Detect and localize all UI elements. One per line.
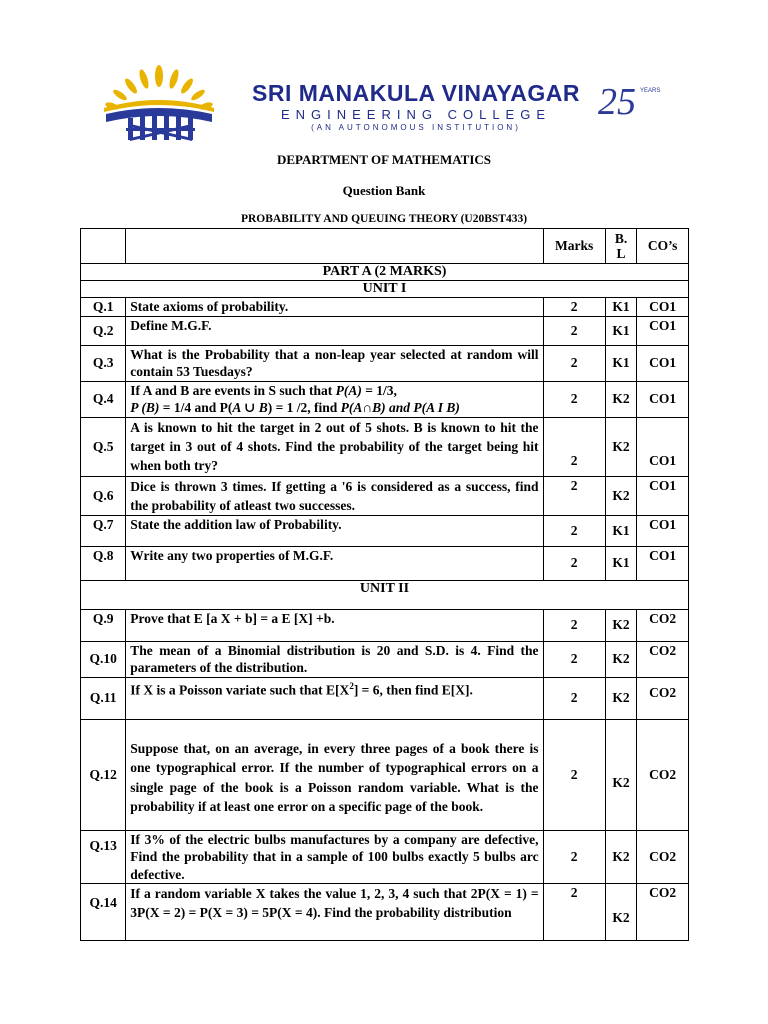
question-co: CO1 [637, 515, 689, 546]
question-text: Dice is thrown 3 times. If getting a '6 is considered as a success, find the probability of atleast two successes. [126, 476, 543, 515]
question-bl: K1 [605, 345, 637, 381]
table-header-row [81, 229, 689, 264]
table-row [81, 316, 689, 345]
table-row [81, 417, 689, 476]
table-row [81, 719, 689, 830]
question-text: Suppose that, on an average, in every three pages of a book there is one typographical error. If the number of typographical errors on a single page of the book is a Poisson random variable. What is the probability if at least one error on a specific page of the book. [126, 719, 543, 830]
q4-text-e: A ∪ B [232, 400, 268, 415]
question-co: CO2 [637, 830, 689, 884]
question-co: CO1 [637, 546, 689, 580]
question-bl: K2 [605, 884, 637, 941]
table-row [81, 609, 689, 641]
table-row [81, 884, 689, 941]
table-row [81, 546, 689, 580]
question-marks: 2 [543, 298, 605, 317]
question-number: Q.6 [81, 476, 126, 515]
question-text: Write any two properties of M.G.F. [126, 546, 543, 580]
question-co: CO1 [637, 345, 689, 381]
question-marks: 2 [543, 884, 605, 941]
question-number: Q.4 [81, 381, 126, 417]
question-number: Q.1 [81, 298, 126, 317]
part-heading: PART A (2 MARKS) [81, 264, 689, 281]
question-co: CO2 [637, 609, 689, 641]
question-text: What is the Probability that a non-leap year selected at random will contain 53 Tuesdays? [126, 345, 543, 381]
col-bl: B. L [605, 229, 637, 264]
question-marks: 2 [543, 417, 605, 476]
table-row [81, 345, 689, 381]
question-marks: 2 [543, 476, 605, 515]
q4-text-f: ) = 1 /2, find [267, 400, 341, 415]
anniversary-number: 25 [598, 81, 636, 123]
anniversary-label: YEARS [640, 88, 661, 94]
question-marks: 2 [543, 609, 605, 641]
question-marks: 2 [543, 677, 605, 719]
question-bl: K1 [605, 546, 637, 580]
table-row [81, 381, 689, 417]
question-marks: 2 [543, 546, 605, 580]
table-row [81, 641, 689, 677]
table-row [81, 476, 689, 515]
table-row [81, 677, 689, 719]
question-number: Q.12 [81, 719, 126, 830]
question-number: Q.5 [81, 417, 126, 476]
question-bl: K2 [605, 641, 637, 677]
question-bl: K2 [605, 476, 637, 515]
question-bl: K2 [605, 677, 637, 719]
q11-text-b: ] = 6, then find E[X]. [353, 682, 473, 697]
question-number: Q.10 [81, 641, 126, 677]
question-marks: 2 [543, 316, 605, 345]
college-block [226, 80, 606, 132]
question-text: Define M.G.F. [126, 316, 543, 345]
question-text: If a random variable X takes the value 1, 2, 3, 4 such that 2P(X = 1) = 3P(X = 2) = P(X = 3) = 5P(X = 4). Find the probability distribution [126, 884, 543, 941]
question-co: CO1 [637, 417, 689, 476]
q4-text-a: If A and B are events in S such that [130, 382, 336, 398]
question-bl: K1 [605, 515, 637, 546]
question-marks: 2 [543, 381, 605, 417]
question-text: The mean of a Binomial distribution is 20 and S.D. is 4. Find the parameters of the distribution. [126, 641, 543, 677]
question-bl: K2 [605, 609, 637, 641]
question-text: State the addition law of Probability. [126, 515, 543, 546]
question-number: Q.9 [81, 609, 126, 641]
question-number: Q.8 [81, 546, 126, 580]
question-co: CO2 [637, 641, 689, 677]
question-marks: 2 [543, 515, 605, 546]
question-text [126, 381, 543, 417]
q4-text-c: P (B) [130, 400, 160, 415]
q11-text-a: If X is a Poisson variate such that E[X [130, 682, 350, 697]
department-title: DEPARTMENT OF MATHEMATICS [276, 152, 492, 167]
question-co: CO2 [637, 677, 689, 719]
college-logo [100, 62, 218, 144]
table-row [81, 298, 689, 317]
question-co: CO2 [637, 719, 689, 830]
question-number: Q.7 [81, 515, 126, 546]
question-bl: K1 [605, 316, 637, 345]
q4-text-b: = 1/3, [361, 382, 397, 398]
college-status: (AN AUTONOMOUS INSTITUTION) [311, 123, 521, 132]
college-name: SRI MANAKULA VINAYAGAR [252, 80, 580, 106]
question-co: CO1 [637, 381, 689, 417]
table-row [81, 830, 689, 884]
question-co: CO2 [637, 884, 689, 941]
unit-heading: UNIT I [81, 281, 689, 298]
doc-type: Question Bank [342, 183, 426, 198]
question-co: CO1 [637, 316, 689, 345]
college-subtitle: ENGINEERING COLLEGE [280, 107, 552, 122]
page-header [0, 0, 768, 140]
question-number: Q.13 [81, 830, 126, 884]
question-number: Q.11 [81, 677, 126, 719]
question-text: State axioms of probability. [126, 298, 543, 317]
question-co: CO1 [637, 476, 689, 515]
question-text [126, 677, 543, 719]
question-bl: K2 [605, 381, 637, 417]
question-bl: K2 [605, 719, 637, 830]
question-text: Prove that E [a X + b] = a E [X] +b. [126, 609, 543, 641]
q4-text-g: P(A∩B) and P(A I B) [340, 400, 460, 415]
question-number: Q.2 [81, 316, 126, 345]
question-text: A is known to hit the target in 2 out of 5 shots. B is known to hit the target in 3 out of 4 shots. Find the probability of the target being hit when both try? [126, 417, 543, 476]
q11-superscript: 2 [349, 680, 354, 691]
question-number: Q.3 [81, 345, 126, 381]
q4-text-pa: P(A) [335, 382, 362, 398]
question-marks: 2 [543, 345, 605, 381]
question-marks: 2 [543, 830, 605, 884]
question-number: Q.14 [81, 884, 126, 941]
unit-heading: UNIT II [81, 580, 689, 609]
question-bl: K1 [605, 298, 637, 317]
col-marks: Marks [543, 229, 605, 264]
question-table [80, 228, 689, 941]
question-co: CO1 [637, 298, 689, 317]
question-marks: 2 [543, 641, 605, 677]
question-bl: K2 [605, 417, 637, 476]
question-bl: K2 [605, 830, 637, 884]
anniversary-emblem [598, 82, 662, 126]
col-cos: CO’s [637, 229, 689, 264]
table-row [81, 515, 689, 546]
subject-title: PROBABILITY AND QUEUING THEORY (U20BST433) [240, 213, 528, 225]
q4-text-d: = 1/4 and P( [159, 400, 233, 415]
question-text: If 3% of the electric bulbs manufactures by a company are defective, Find the probability that in a sample of 100 bulbs exactly 5 bulbs arc defective. [126, 830, 543, 884]
question-marks: 2 [543, 719, 605, 830]
